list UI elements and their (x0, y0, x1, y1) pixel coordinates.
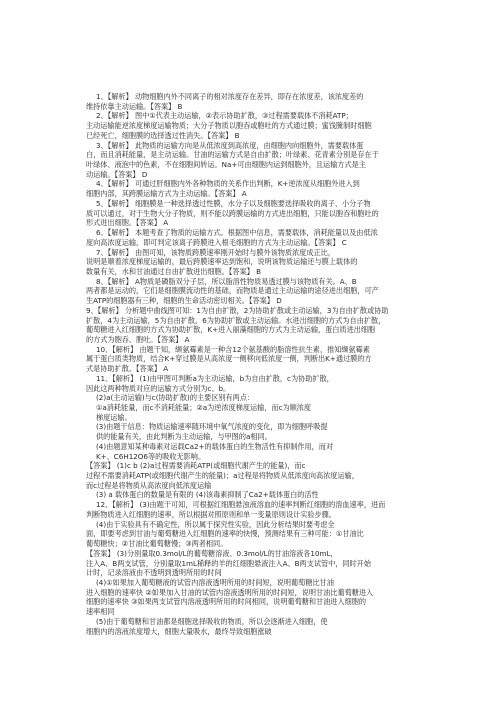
text-line: 已经死亡，细胞膜的选择透过性消失。【答案】 B (86, 130, 240, 140)
text-line: 的方式为胞吞、胞吐。【答案】 A (86, 334, 190, 344)
text-line: 速率相同 (86, 607, 115, 617)
text-line: 细胞内部，其跨膜运输方式为主动运输。【答案】 A (86, 189, 247, 199)
text-line: 6、【解析】 本题考查了物质的运输方式。根据图中信息，需要载体，消耗能量以及由低浓 (96, 228, 378, 238)
text-line: 8、【解析】 A物质是磷脂双分子层，所以脂溶性物质易透过膜与该物质有关。A、B (96, 276, 357, 286)
text-line: 10、【解析】 由题干知，缬氨霉素是一种含12个氨基酸的脂溶性抗生素，推知缬氨霉素 (96, 344, 370, 354)
text-line: 细胞的速率快 ③如果两支试管内溶液透明所用的时间相同，说明葡萄糖和甘油进入细胞的 (86, 597, 367, 607)
text-line: (3)由题干信息：物质运输速率随环境中氧气浓度的变化，即为细胞呼吸提 (96, 422, 328, 432)
text-line: 白，而且消耗能量，是主动运输。甘油的运输方式是自由扩散；叶绿素、花青素分别是存在于 (86, 150, 379, 160)
text-line: 式是协助扩散。【答案】 A (86, 364, 169, 374)
text-line: 质可以通过，对于生物大分子物质，则不能以跨膜运输的方式进出细胞，只能以胞吞和胞吐的 (86, 208, 379, 218)
text-line: 判断物质进入红细胞的速率，所以根据对照原则和单一变量原则设计实验步骤。 (86, 509, 336, 519)
text-line: 细胞内的溶液浓度增大，细胞大量吸水，最终导致细胞涨破 (86, 626, 272, 636)
text-line: 供的能量有关，由此判断为主动运输，与甲图的a相同。 (96, 432, 272, 442)
text-line: 度向高浓度运输，即可判定该离子跨膜进入根毛细胞的方式为主动运输。【答案】 C (86, 237, 347, 247)
text-line: 扩散，4为主动运输，5为自由扩散，6为协助扩散或主动运输。水进出细胞的方式为自由扩散， (86, 315, 386, 325)
text-line: 注入A、B两支试管，分别量取1mL稀释的羊的红细胞悬液注入A、B两支试管中，同时开始 (86, 558, 371, 568)
text-line: 维持依靠主动运输。【答案】 B (86, 101, 183, 111)
text-line: 因此这两种物质对应的运输方式分别为c、b。 (86, 383, 231, 393)
text-line: (2)a(主动运输)与c(协助扩散)的主要区别有两点： (96, 393, 255, 403)
answer-text-body (86, 92, 422, 636)
text-line: (4)由于实验具有不确定性，所以属于探究性实验，因此分析结果时要考虑全 (96, 519, 335, 529)
text-line: 1、【解析】 动物细胞内外不同离子的相对浓度存在差异，即存在浓度差，该浓度差的 (96, 92, 364, 101)
text-line: 主动运输能逆浓度梯度运输物质；大分子物质以胞吞或胞吐的方式通过膜；蜜饯腌制时细胞 (86, 121, 372, 131)
text-line: (4)①如果加入葡萄糖液的试管内溶液透明所用的时间短，说明葡萄糖比甘油 (96, 577, 334, 587)
text-line: 而c过程是将物质从高浓度向低浓度运输 (86, 480, 212, 490)
text-line: 两者都是运动的，它们是细胞膜流动性的基础，而物质是通过主动运输的途径进出细胞，可产 (86, 286, 379, 296)
text-line: 数量有关，水和甘油通过自由扩散进出细胞。【答案】 B (86, 266, 261, 276)
text-line: 说明是顺着浓度梯度运输的，最后跨膜速率达到饱和，说明该物质运输还与膜上载体的 (86, 257, 358, 267)
text-line: 3、【解析】 此物质的运输方向是从低浓度到高浓度，由细胞内向细胞外，需要载体蛋 (96, 140, 364, 150)
text-line: 2、【解析】 图中①代表主动运输，②表示协助扩散，③过程需要载体不消耗ATP； (96, 111, 353, 121)
text-line: 【答案】 (3)分别量取0.3mol/L的葡萄糖溶液、0.3mol/L的甘油溶液各10mL， (86, 548, 338, 558)
text-line: ①a消耗能量，而c不消耗能量；②a为逆浓度梯度运输，而c为顺浓度 (96, 403, 312, 412)
text-line: K+、C6H12O6等的吸收无影响。 (96, 451, 206, 461)
text-line: 7、【解析】 由图可知，该物质跨膜速率刚开始时与膜外该物质浓度成正比， (96, 247, 335, 257)
text-line: 形式进出细胞。【答案】 A (86, 218, 169, 228)
text-line: 过程不需要消耗ATP(或细胞代谢产生的能量)；a过程是将物质从低浓度向高浓度运输， (86, 471, 359, 481)
text-line: 葡萄糖快；②甘油比葡萄糖慢；③两者相同。 (86, 539, 228, 549)
text-line: 动运输。【答案】 D (86, 169, 148, 179)
text-line: 葡萄糖进入红细胞的方式为协助扩散，K+进入丽藻细胞的方式为主动运输，蛋白质进出细胞 (86, 325, 376, 335)
text-line: 12、【解析】 (3)由题干可知，可根据红细胞悬浊液溶血的速率判断红细胞的溶血速率，进而 (96, 500, 386, 510)
text-line: 进入细胞的速率快 ②如果加入甘油的试管内溶液透明所用的时间短，说明甘油比葡萄糖进入 (86, 587, 374, 597)
text-line: 11、【解析】 (1)由甲图可判断a为主动运输，b为自由扩散，c为协助扩散， (96, 373, 334, 383)
text-line: 生ATP的细胞器有三种，细胞的生命活动密切相关。【答案】 D (86, 296, 282, 306)
text-line: 9、【解析】 分析题中曲线图可知：1为自由扩散，2为协助扩散或主动运输，3为自由扩散或协助 (86, 305, 389, 315)
text-line: 面，即要考虑到甘油与葡萄糖进入红细胞的速率的快慢，预测结果有三种可能：①甘油比 (86, 529, 364, 539)
text-line: 4、【解析】 可通过肝细胞内外各种物质的关系作出判断，K+逆浓度从细胞外进入到 (96, 179, 360, 189)
text-line: 梯度运输。 (96, 412, 132, 422)
text-line: 叶绿体、液泡中的色素，不在细胞间转运。Na+可由细胞内运到细胞外，且运输方式是主 (86, 160, 366, 170)
text-line: 5、【解析】 细胞膜是一种选择透过性膜，水分子以及细胞要选择吸收的离子、小分子物 (96, 198, 371, 208)
text-line: (3) a 载体蛋白的数量是有限的 (4)该毒素抑制了Ca2+载体蛋白的活性 (96, 490, 319, 500)
text-line: 计时，记录溶液由不透明到透明所用的时间 (86, 568, 222, 578)
text-line: 属于蛋白质类物质，结合K+穿过膜是从高浓度一侧移向低浓度一侧，判断出K+通过膜的方 (86, 354, 372, 364)
text-line: (5)由于葡萄糖和甘油都是细胞选择吸收的物质，所以会逐渐进入细胞，使 (96, 616, 328, 626)
text-line: 【答案】 (1)c b (2)a过程需要消耗ATP(或细胞代谢产生的能量)，而c (86, 461, 306, 471)
text-line: (4)由题意知某种毒素对运载Ca2+的载体蛋白的生物活性有抑制作用，而对 (96, 441, 334, 451)
